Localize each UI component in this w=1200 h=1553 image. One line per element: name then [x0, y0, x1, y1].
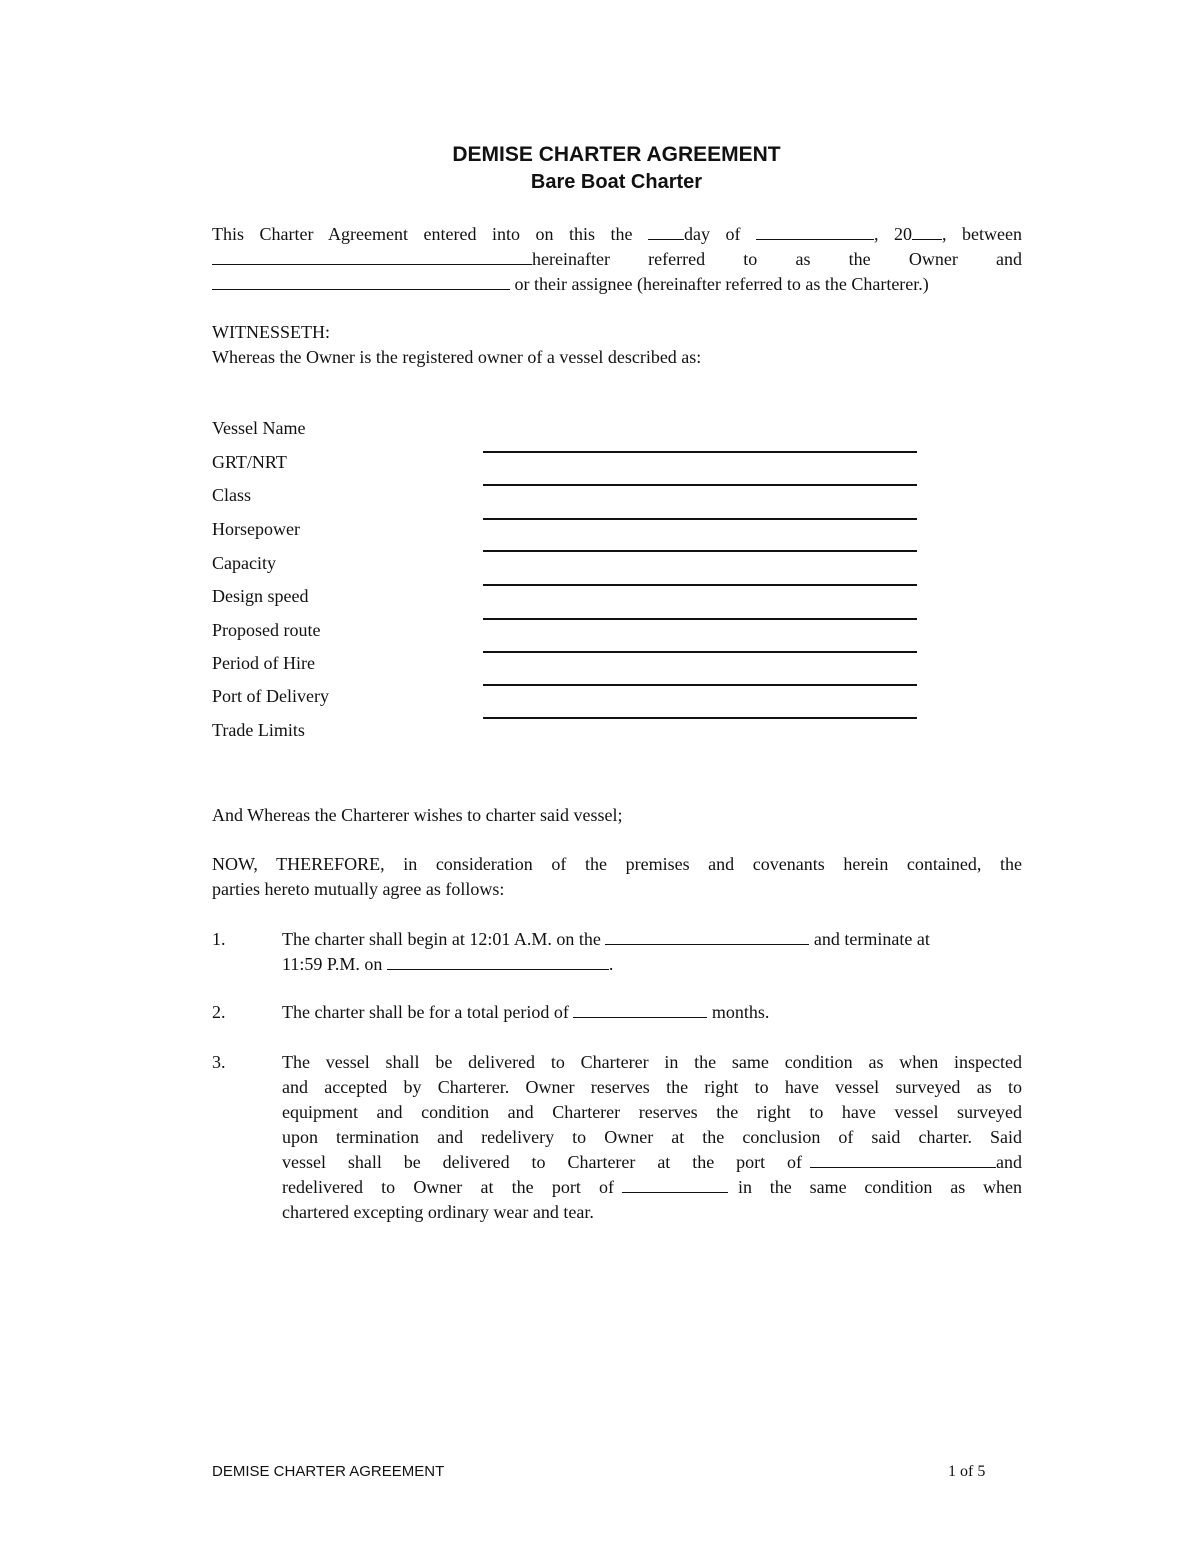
intro-paragraph	[212, 222, 1022, 297]
intro-line-1	[212, 222, 1022, 247]
clause-text: months.	[711, 1002, 770, 1022]
intro-text: , 20	[874, 224, 913, 244]
witness-text: Whereas the Owner is the registered owner of a vessel described as:	[212, 347, 702, 367]
owner-name-blank[interactable]	[212, 247, 532, 265]
clause-text: and terminate at	[813, 929, 930, 949]
document-subtitle: Bare Boat Charter	[530, 171, 703, 193]
month-blank[interactable]	[756, 222, 874, 240]
clause-line: and accepted by Charterer. Owner reserves the right to have vessel surveyed as to	[282, 1077, 1022, 1097]
clause-number: 2.	[212, 1002, 226, 1022]
vessel-label: Trade Limits	[212, 720, 305, 740]
intro-text: hereinafter referred to as the Owner and	[532, 249, 1022, 269]
vessel-label: Port of Delivery	[212, 686, 329, 706]
clause-text: 11:59 P.M. on	[282, 954, 383, 974]
year-blank[interactable]	[912, 222, 942, 240]
now-therefore-line: parties hereto mutually agree as follows:	[212, 879, 505, 899]
clause-text: The charter shall begin at 12:01 A.M. on the	[282, 929, 601, 949]
end-date-blank[interactable]	[387, 952, 609, 970]
period-months-blank[interactable]	[573, 1000, 707, 1018]
capacity-line[interactable]	[483, 584, 917, 586]
now-therefore-line: NOW, THEREFORE, in consideration of the premises and covenants herein contained, the	[212, 854, 1022, 874]
footer-title: DEMISE CHARTER AGREEMENT	[212, 1463, 445, 1480]
horsepower-line[interactable]	[483, 550, 917, 552]
whereas-text: And Whereas the Charterer wishes to charter said vessel;	[212, 805, 623, 825]
grt-nrt-line[interactable]	[483, 484, 917, 486]
vessel-label: Proposed route	[212, 620, 321, 640]
page-number: 1 of 5	[948, 1463, 986, 1480]
clause-line	[282, 927, 1022, 952]
vessel-label: Class	[212, 485, 252, 505]
vessel-label: Period of Hire	[212, 653, 315, 673]
vessel-label: GRT/NRT	[212, 452, 287, 472]
clause-number: 3.	[212, 1052, 226, 1072]
proposed-route-line[interactable]	[483, 651, 917, 653]
document-title: DEMISE CHARTER AGREEMENT	[452, 143, 781, 166]
intro-text: This Charter Agreement entered into on this the	[212, 224, 633, 244]
clause-line	[282, 1150, 1022, 1175]
intro-text: day of	[684, 224, 741, 244]
class-line[interactable]	[483, 518, 917, 520]
period-of-hire-line[interactable]	[483, 684, 917, 686]
intro-line-2	[212, 247, 1022, 272]
clause-text: The charter shall be for a total period of	[282, 1002, 569, 1022]
port-of-delivery-line[interactable]	[483, 717, 917, 719]
clause-number: 1.	[212, 929, 226, 949]
clause-text: .	[608, 954, 614, 974]
vessel-name-line[interactable]	[483, 451, 917, 453]
clause-line: upon termination and redelivery to Owner at the conclusion of said charter. Said	[282, 1127, 1022, 1147]
witness-section	[212, 320, 1022, 370]
clause-text: and	[996, 1152, 1022, 1172]
start-date-blank[interactable]	[605, 927, 809, 945]
intro-text: or their assignee (hereinafter referred to as the Charterer.)	[514, 274, 929, 294]
clause-line: equipment and condition and Charterer reserves the right to have vessel surveyed	[282, 1102, 1022, 1122]
clause-body	[282, 927, 1022, 977]
clause-line	[282, 1175, 1022, 1200]
intro-text: , between	[942, 224, 1023, 244]
clause-line: The vessel shall be delivered to Charterer in the same condition as when inspected	[282, 1052, 1022, 1072]
clause-text: vessel shall be delivered to Charterer at the port of	[282, 1152, 802, 1172]
clause-text: in the same condition as when	[738, 1177, 1022, 1197]
vessel-label: Horsepower	[212, 519, 300, 539]
charterer-name-blank[interactable]	[212, 272, 510, 290]
clause-body	[282, 1050, 1022, 1225]
intro-line-3	[212, 272, 1022, 297]
clause-line	[282, 952, 1022, 977]
clause-body	[282, 1000, 1022, 1025]
redelivery-port-blank[interactable]	[622, 1175, 728, 1193]
clause-line: chartered excepting ordinary wear and tear.	[282, 1202, 594, 1222]
design-speed-line[interactable]	[483, 618, 917, 620]
day-blank[interactable]	[648, 222, 684, 240]
vessel-label: Vessel Name	[212, 418, 306, 438]
witness-heading: WITNESSETH:	[212, 322, 330, 342]
vessel-label: Design speed	[212, 586, 309, 606]
clause-text: redelivered to Owner at the port of	[282, 1177, 614, 1197]
vessel-label: Capacity	[212, 553, 276, 573]
now-therefore-paragraph	[212, 852, 1022, 902]
delivery-port-blank[interactable]	[810, 1150, 996, 1168]
